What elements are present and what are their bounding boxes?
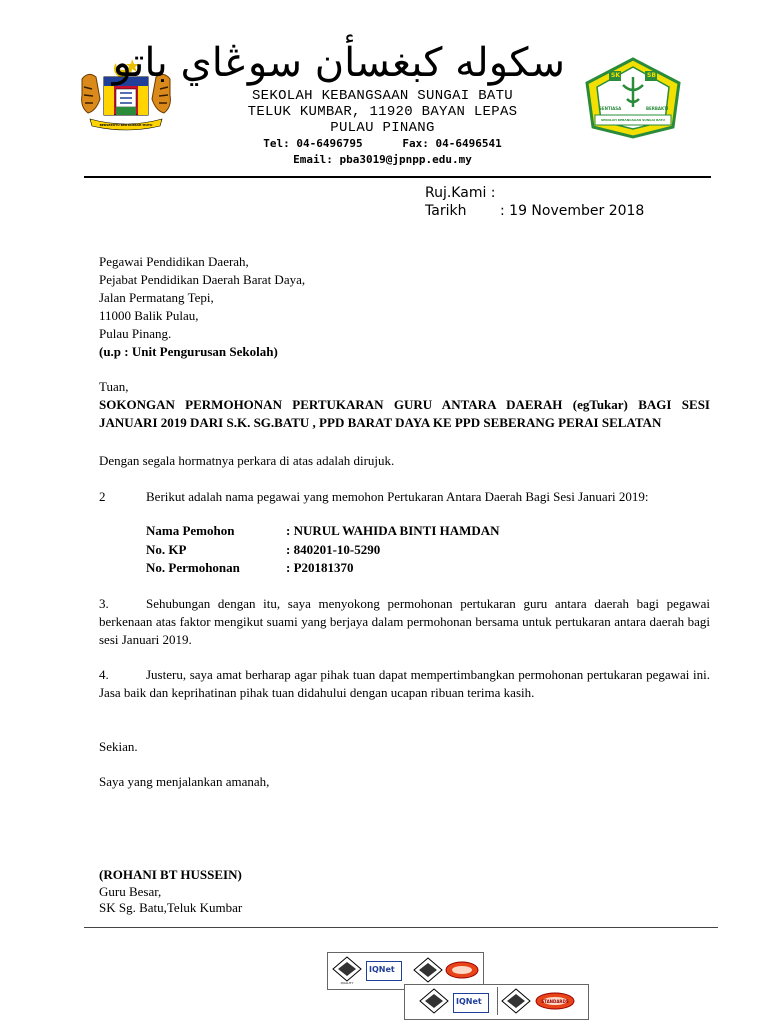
signatory-title: Guru Besar, [99,884,162,899]
recipient-line1: Pegawai Pendidikan Daerah, [99,254,249,269]
iqnet-logo-icon-2 [453,993,489,1013]
applicant-name-value: : NURUL WAHIDA BINTI HAMDAN [286,523,500,538]
school-tel: Tel: 04-6496795 [263,137,363,150]
closing-sekian: Sekian. [99,739,138,754]
closing-amanah: Saya yang menjalankan amanah, [99,774,270,789]
badge-standards-label: STANDARDS [541,999,569,1004]
recipient-line4: 11000 Balik Pulau, [99,308,199,323]
paragraph-3 [99,595,710,649]
intro-paragraph: Dengan segala hormatnya perkara di atas adalah dirujuk. [99,453,395,468]
school-name-jawi: سكوله كبغسأن سوڠاي باتو [112,40,565,86]
quality-certificate-icon [332,956,362,982]
school-logo [583,57,683,139]
certification-badge-group-2 [404,984,589,1020]
reference-tarikh-value: : 19 November 2018 [500,203,645,219]
iqnet-logo-label-2: IQNet [456,997,482,1006]
letter-subject: SOKONGAN PERMOHONAN PERTUKARAN GURU ANTARA DAERAH (egTukar) BAGI SESI JANUARI 2019 DARI S.K. SG.BATU , PPD BARAT DAYA KE PPD SEBERANG PERAI SELATAN [99,397,710,430]
applicant-name-row [146,522,500,540]
badge-divider [497,987,498,1015]
footer-divider [84,927,718,928]
quality-mark-icon-2 [501,988,531,1014]
badge-quality-label: QUALITY [340,981,354,985]
iqnet-logo-icon [366,961,402,981]
school-logo-top-left: SK [611,72,620,79]
quality-certificate-icon-2 [419,988,449,1014]
school-address-line2: PULAU PINANG [330,120,435,136]
school-address-line1: TELUK KUMBAR, 11920 BAYAN LEPAS [247,104,518,120]
paragraph-2-number: 2 [99,489,106,504]
school-fax: Fax: 04-6496541 [402,137,502,150]
paragraph-2 [99,488,710,506]
recipient-line3: Jalan Permatang Tepi, [99,290,214,305]
recipient-line2: Pejabat Pendidikan Daerah Barat Daya, [99,272,306,287]
school-email: Email: pba3019@jpnpp.edu.my [293,153,472,166]
school-logo-ribbon: SEKOLAH KEBANGSAAN SUNGAI BATU [601,118,665,122]
school-logo-top-right: SB [647,72,656,79]
applicant-kp-row [146,541,380,559]
paragraph-4 [99,666,710,702]
applicant-kp-value: : 840201-10-5290 [286,542,381,557]
paragraph-2-text: Berikut adalah nama pegawai yang memohon Pertukaran Antara Daerah Bagi Sesi Januari 2019: [146,489,649,504]
header-divider [84,176,711,178]
school-logo-motto-right: BERBAKTI [646,106,669,111]
iqnet-logo-label: IQNet [369,965,395,974]
applicant-name-label: Nama Pemohon [146,523,235,538]
salutation: Tuan, [99,379,129,394]
applicant-kp-label: No. KP [146,542,187,557]
signatory-name: (ROHANI BT HUSSEIN) [99,867,242,882]
applicant-application-value: : P20181370 [286,560,354,575]
standards-mark-icon [445,961,479,979]
recipient-attention: (u.p : Unit Pengurusan Sekolah) [99,344,278,359]
crest-motto: BERSEKUTU BERTAMBAH MUTU [99,123,153,127]
school-name: SEKOLAH KEBANGSAAN SUNGAI BATU [251,88,514,104]
paragraph-3-number: 3. [99,596,109,611]
school-logo-icon [583,57,683,139]
signatory-school: SK Sg. Batu,Teluk Kumbar [99,900,243,915]
school-phone-fax [200,137,565,151]
applicant-application-label: No. Permohonan [146,560,240,575]
quality-mark-icon [413,957,443,983]
paragraph-4-number: 4. [99,667,109,682]
school-logo-motto-left: SENTIASA [599,106,622,111]
paragraph-4-text: Justeru, saya amat berharap agar pihak tuan dapat mempertimbangkan permohonan pertukaran pegawai ini. Jasa baik dan keprihatinan pihak tuan didahului dengan ucapan ribuan terima kasih. [99,667,710,700]
applicant-application-row [146,559,354,577]
reference-ruj: Ruj.Kami : [425,185,496,201]
recipient-line5: Pulau Pinang. [99,326,172,341]
paragraph-3-text: Sehubungan dengan itu, saya menyokong permohonan pertukaran guru antara daerah bagi pegawai berkenaan atas faktor mengikut suami yang berjaya dalam permohonan bersama untuk pertukaran antara daerah bagi sesi Januari 2019. [99,596,710,647]
reference-tarikh-label: Tarikh [425,203,467,219]
